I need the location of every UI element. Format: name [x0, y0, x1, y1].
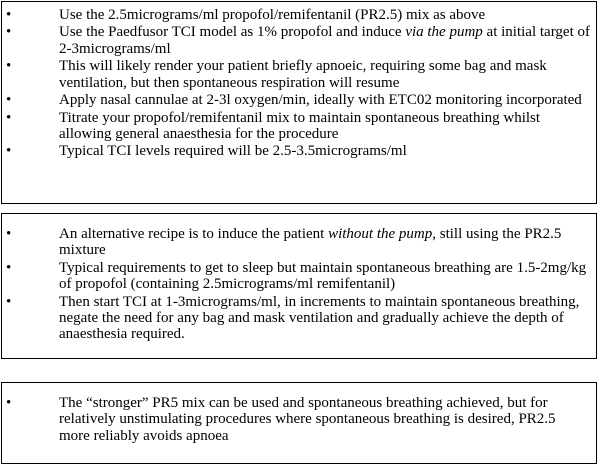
- bullet-text: An alternative recipe is to induce the patient: [59, 226, 329, 242]
- bullet-icon: •: [6, 92, 12, 109]
- bullet-item: [2, 260, 590, 293]
- bullet-text: Typical TCI levels required will be 2.5-3.5micrograms/ml: [59, 143, 407, 160]
- emphasized-text: without the pump: [328, 226, 433, 242]
- bullet-item: [2, 92, 590, 108]
- bullet-text: Titrate your propofol/remifentanil mix to maintain spontaneous breathing whilst allowing general anaesthesia for the procedure: [59, 109, 541, 142]
- bullet-item: [2, 294, 590, 343]
- bullet-text: Use the Paedfusor TCI model as 1% propofol and induce: [59, 24, 406, 41]
- bullet-icon: •: [6, 24, 12, 41]
- bullet-item: [2, 58, 590, 91]
- bullet-text: Apply nasal cannulae at 2-3l oxygen/min, ideally with ETC02 monitoring incorporated: [59, 92, 582, 109]
- bullet-text: , still using the PR2.5 mixture: [59, 226, 562, 259]
- bullet-icon: •: [6, 395, 12, 411]
- bullet-text: Typical requirements to get to sleep but maintain spontaneous breathing are 1.5-2mg/kg of propofol (containing 2.5micrograms/ml remifentanil): [59, 259, 587, 293]
- bullet-text: The “stronger” PR5 mix can be used and spontaneous breathing achieved, but for relatively unstimulating procedures where spontaneous breathing is desired, PR2.5 more reliably avoids apnoea: [59, 395, 556, 444]
- bullet-icon: •: [6, 293, 12, 310]
- bullet-text: at initial target of 2-3micrograms/ml: [59, 24, 590, 57]
- induction-via-pump-box: [1, 1, 597, 204]
- bullet-item: [2, 143, 590, 159]
- bullet-item: [2, 24, 590, 57]
- bullet-icon: •: [6, 7, 12, 23]
- bullet-icon: •: [6, 109, 12, 126]
- induction-without-pump-box: [1, 213, 597, 359]
- bullet-icon: •: [6, 226, 12, 242]
- bullet-list: [2, 2, 596, 160]
- bullet-list: [2, 214, 596, 342]
- bullet-text: This will likely render your patient briefly apnoeic, requiring some bag and mask ventilation, but then spontaneous respiration will resume: [59, 58, 547, 91]
- bullet-item: [2, 110, 590, 143]
- bullet-icon: •: [6, 58, 12, 75]
- bullet-icon: •: [6, 143, 12, 160]
- bullet-text: Then start TCI at 1-3micrograms/ml, in increments to maintain spontaneous breathing, negate the need for any bag and mask ventilation and gradually achieve the depth of anaesthesia required.: [59, 293, 580, 343]
- bullet-item: [2, 395, 590, 444]
- bullet-item: [2, 7, 590, 23]
- bullet-icon: •: [6, 259, 12, 276]
- emphasized-text: via the pump: [405, 24, 483, 41]
- bullet-list: [2, 383, 596, 444]
- bullet-text: Use the 2.5micrograms/ml propofol/remifentanil (PR2.5) mix as above: [59, 7, 486, 23]
- pr5-mix-note-box: [1, 382, 597, 464]
- bullet-item: [2, 226, 590, 259]
